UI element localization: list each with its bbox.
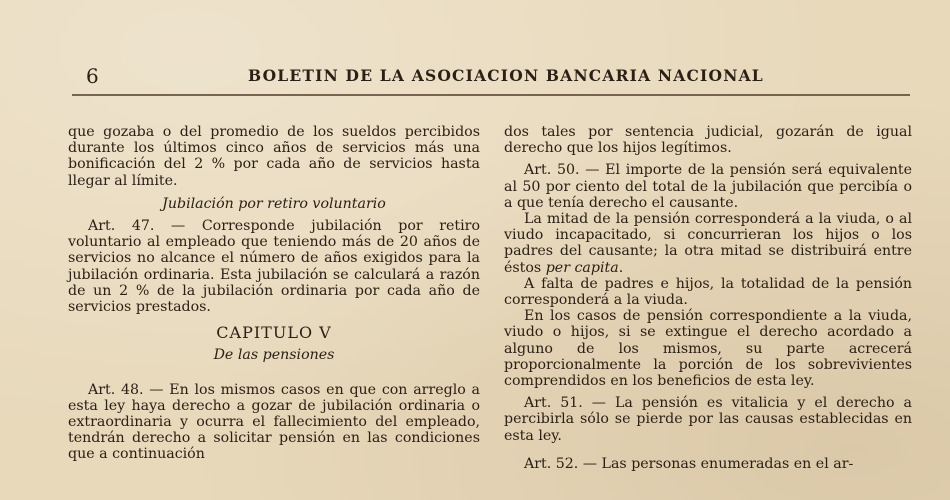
header-rule [72,94,910,96]
paragraph-casos: En los casos de pensión correspondiente a la viuda, viudo o hijos, si se extingue el derecho acordado a alguno de los mismos, su parte acrecerá proporcionalmente la porción de los sobrevivientes comprendidos en los beneficios de esta ley. [504,308,912,390]
chapter-subtitle: De las pensiones [213,347,335,364]
subheading-retiro-voluntario: Jubilación por retiro voluntario [162,195,386,212]
left-column [68,124,480,463]
paragraph-continuation: que gozaba o del promedio de los sueldos percibidos durante los últimos cinco años de servicios más una bonificación del 2 % por cada año de servicios hasta llegar al límite. [68,124,480,189]
article-52: Art. 52. — Las personas enumeradas en el ar- [524,455,854,472]
per-capita-italic: per capita [545,259,619,276]
right-column [504,124,912,472]
article-48: Art. 48. — En los mismos casos en que con arreglo a esta ley haya derecho a gozar de jubilación ordinaria o extraordinaria y ocurra el fallecimiento del empleado, tendrán derecho a solicitar pensión en las condiciones que a continuación [68,381,480,463]
article-51: Art. 51. — La pensión es vitalicia y el derecho a percibirla sólo se pierde por las causas establecidas en esta ley. [504,395,912,444]
paragraph-mitad-end: . [618,259,624,276]
chapter-heading: CAPITULO V [216,323,332,343]
running-title: BOLETIN DE LA ASOCIACION BANCARIA NACIONAL [248,66,764,85]
paragraph-falta: A falta de padres e hijos, la totalidad de la pensión corresponderá a la viuda. [504,275,912,309]
paragraph-continuation-right: dos tales por sentencia judicial, gozarán de igual derecho que los hijos legítimos. [504,124,912,157]
page-number: 6 [86,64,99,88]
paragraph-mitad-text: La mitad de la pensión corresponderá a la viuda, o al viudo incapacitado, si concurrieran los hijos o los padres del causante; la otra mitad se distribuirá entre éstos [504,211,912,276]
article-47: Art. 47. — Corresponde jubilación por retiro voluntario al empleado que teniendo más de 20 años de servicios no alcance el número de años exigidos para la jubilación ordinaria. Esta jubilación se calculará a razón de un 2 % de la jubilación ordinaria por cada año de servicios prestados. [68,218,480,316]
article-50: Art. 50. — El importe de la pensión será equivalente al 50 por ciento del total de la jubilación que percibía o a que tenía derecho el causante. [504,162,912,211]
page-header [72,58,910,100]
paragraph-mitad [504,211,912,276]
